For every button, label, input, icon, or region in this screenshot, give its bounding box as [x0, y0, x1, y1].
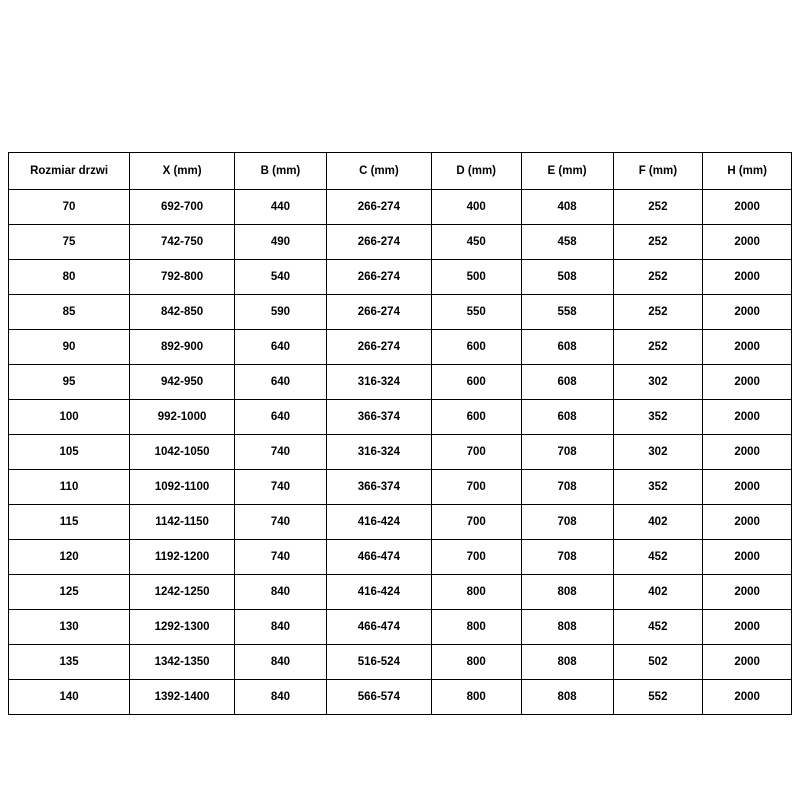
cell-c: 466-474: [326, 610, 431, 645]
cell-x: 1042-1050: [130, 435, 235, 470]
cell-b: 840: [235, 680, 327, 715]
cell-e: 508: [521, 260, 613, 295]
cell-c: 266-274: [326, 295, 431, 330]
cell-h: 2000: [703, 575, 792, 610]
cell-h: 2000: [703, 260, 792, 295]
cell-x: 892-900: [130, 330, 235, 365]
cell-b: 540: [235, 260, 327, 295]
cell-door-size: 100: [9, 400, 130, 435]
cell-f: 352: [613, 400, 703, 435]
cell-e: 608: [521, 330, 613, 365]
table-row: [9, 645, 792, 680]
column-header-d: D (mm): [431, 153, 521, 190]
table-row: [9, 575, 792, 610]
cell-f: 552: [613, 680, 703, 715]
cell-f: 452: [613, 610, 703, 645]
cell-e: 608: [521, 365, 613, 400]
table-row: [9, 225, 792, 260]
column-header-c: C (mm): [326, 153, 431, 190]
cell-f: 302: [613, 435, 703, 470]
cell-b: 490: [235, 225, 327, 260]
cell-door-size: 80: [9, 260, 130, 295]
cell-d: 800: [431, 645, 521, 680]
cell-f: 502: [613, 645, 703, 680]
cell-f: 252: [613, 225, 703, 260]
cell-f: 252: [613, 260, 703, 295]
table-row: [9, 260, 792, 295]
cell-c: 366-374: [326, 400, 431, 435]
cell-x: 1192-1200: [130, 540, 235, 575]
cell-e: 608: [521, 400, 613, 435]
column-header-x: X (mm): [130, 153, 235, 190]
cell-b: 640: [235, 330, 327, 365]
spec-table-body: [9, 190, 792, 715]
cell-f: 302: [613, 365, 703, 400]
cell-x: 842-850: [130, 295, 235, 330]
cell-x: 1292-1300: [130, 610, 235, 645]
cell-x: 1242-1250: [130, 575, 235, 610]
table-header-row: [9, 153, 792, 190]
column-header-door-size: Rozmiar drzwi: [9, 153, 130, 190]
cell-door-size: 95: [9, 365, 130, 400]
cell-c: 316-324: [326, 365, 431, 400]
cell-h: 2000: [703, 505, 792, 540]
cell-h: 2000: [703, 295, 792, 330]
cell-b: 440: [235, 190, 327, 225]
cell-e: 708: [521, 540, 613, 575]
cell-c: 266-274: [326, 330, 431, 365]
spec-table-header: [9, 153, 792, 190]
cell-c: 266-274: [326, 190, 431, 225]
cell-door-size: 110: [9, 470, 130, 505]
cell-b: 840: [235, 610, 327, 645]
column-header-f: F (mm): [613, 153, 703, 190]
cell-d: 550: [431, 295, 521, 330]
table-row: [9, 470, 792, 505]
cell-e: 458: [521, 225, 613, 260]
cell-door-size: 135: [9, 645, 130, 680]
table-row: [9, 190, 792, 225]
cell-d: 400: [431, 190, 521, 225]
cell-h: 2000: [703, 470, 792, 505]
cell-d: 600: [431, 365, 521, 400]
cell-b: 740: [235, 435, 327, 470]
cell-door-size: 90: [9, 330, 130, 365]
cell-door-size: 140: [9, 680, 130, 715]
column-header-h: H (mm): [703, 153, 792, 190]
cell-door-size: 115: [9, 505, 130, 540]
table-row: [9, 505, 792, 540]
cell-c: 316-324: [326, 435, 431, 470]
cell-door-size: 130: [9, 610, 130, 645]
cell-d: 500: [431, 260, 521, 295]
cell-e: 708: [521, 470, 613, 505]
cell-c: 466-474: [326, 540, 431, 575]
spec-table: [8, 152, 792, 715]
cell-d: 450: [431, 225, 521, 260]
cell-c: 566-574: [326, 680, 431, 715]
cell-e: 558: [521, 295, 613, 330]
column-header-b: B (mm): [235, 153, 327, 190]
table-row: [9, 365, 792, 400]
cell-h: 2000: [703, 680, 792, 715]
cell-d: 800: [431, 680, 521, 715]
cell-c: 416-424: [326, 505, 431, 540]
cell-door-size: 70: [9, 190, 130, 225]
cell-door-size: 125: [9, 575, 130, 610]
cell-c: 516-524: [326, 645, 431, 680]
cell-d: 800: [431, 575, 521, 610]
cell-h: 2000: [703, 645, 792, 680]
cell-h: 2000: [703, 435, 792, 470]
cell-h: 2000: [703, 610, 792, 645]
cell-x: 1392-1400: [130, 680, 235, 715]
cell-h: 2000: [703, 190, 792, 225]
spec-table-container: [8, 152, 792, 715]
cell-door-size: 75: [9, 225, 130, 260]
cell-c: 366-374: [326, 470, 431, 505]
cell-h: 2000: [703, 225, 792, 260]
cell-f: 352: [613, 470, 703, 505]
table-row: [9, 330, 792, 365]
table-row: [9, 435, 792, 470]
cell-d: 800: [431, 610, 521, 645]
table-row: [9, 680, 792, 715]
cell-x: 692-700: [130, 190, 235, 225]
cell-f: 452: [613, 540, 703, 575]
cell-d: 700: [431, 505, 521, 540]
cell-b: 740: [235, 470, 327, 505]
cell-x: 992-1000: [130, 400, 235, 435]
cell-h: 2000: [703, 400, 792, 435]
cell-d: 700: [431, 470, 521, 505]
cell-b: 840: [235, 645, 327, 680]
cell-b: 740: [235, 540, 327, 575]
cell-f: 252: [613, 295, 703, 330]
cell-h: 2000: [703, 365, 792, 400]
cell-f: 252: [613, 190, 703, 225]
cell-x: 1342-1350: [130, 645, 235, 680]
cell-b: 740: [235, 505, 327, 540]
cell-x: 942-950: [130, 365, 235, 400]
table-row: [9, 540, 792, 575]
cell-x: 1142-1150: [130, 505, 235, 540]
cell-d: 700: [431, 540, 521, 575]
cell-e: 808: [521, 645, 613, 680]
cell-b: 840: [235, 575, 327, 610]
cell-h: 2000: [703, 540, 792, 575]
cell-x: 742-750: [130, 225, 235, 260]
cell-b: 640: [235, 365, 327, 400]
cell-d: 600: [431, 330, 521, 365]
table-row: [9, 400, 792, 435]
table-row: [9, 610, 792, 645]
cell-x: 1092-1100: [130, 470, 235, 505]
cell-f: 252: [613, 330, 703, 365]
cell-e: 708: [521, 435, 613, 470]
cell-d: 700: [431, 435, 521, 470]
cell-e: 708: [521, 505, 613, 540]
cell-c: 266-274: [326, 260, 431, 295]
cell-door-size: 105: [9, 435, 130, 470]
cell-d: 600: [431, 400, 521, 435]
cell-b: 640: [235, 400, 327, 435]
cell-c: 416-424: [326, 575, 431, 610]
cell-e: 808: [521, 610, 613, 645]
cell-door-size: 85: [9, 295, 130, 330]
cell-f: 402: [613, 505, 703, 540]
table-row: [9, 295, 792, 330]
cell-e: 808: [521, 575, 613, 610]
cell-e: 408: [521, 190, 613, 225]
cell-f: 402: [613, 575, 703, 610]
cell-b: 590: [235, 295, 327, 330]
cell-h: 2000: [703, 330, 792, 365]
cell-c: 266-274: [326, 225, 431, 260]
cell-e: 808: [521, 680, 613, 715]
cell-door-size: 120: [9, 540, 130, 575]
cell-x: 792-800: [130, 260, 235, 295]
column-header-e: E (mm): [521, 153, 613, 190]
